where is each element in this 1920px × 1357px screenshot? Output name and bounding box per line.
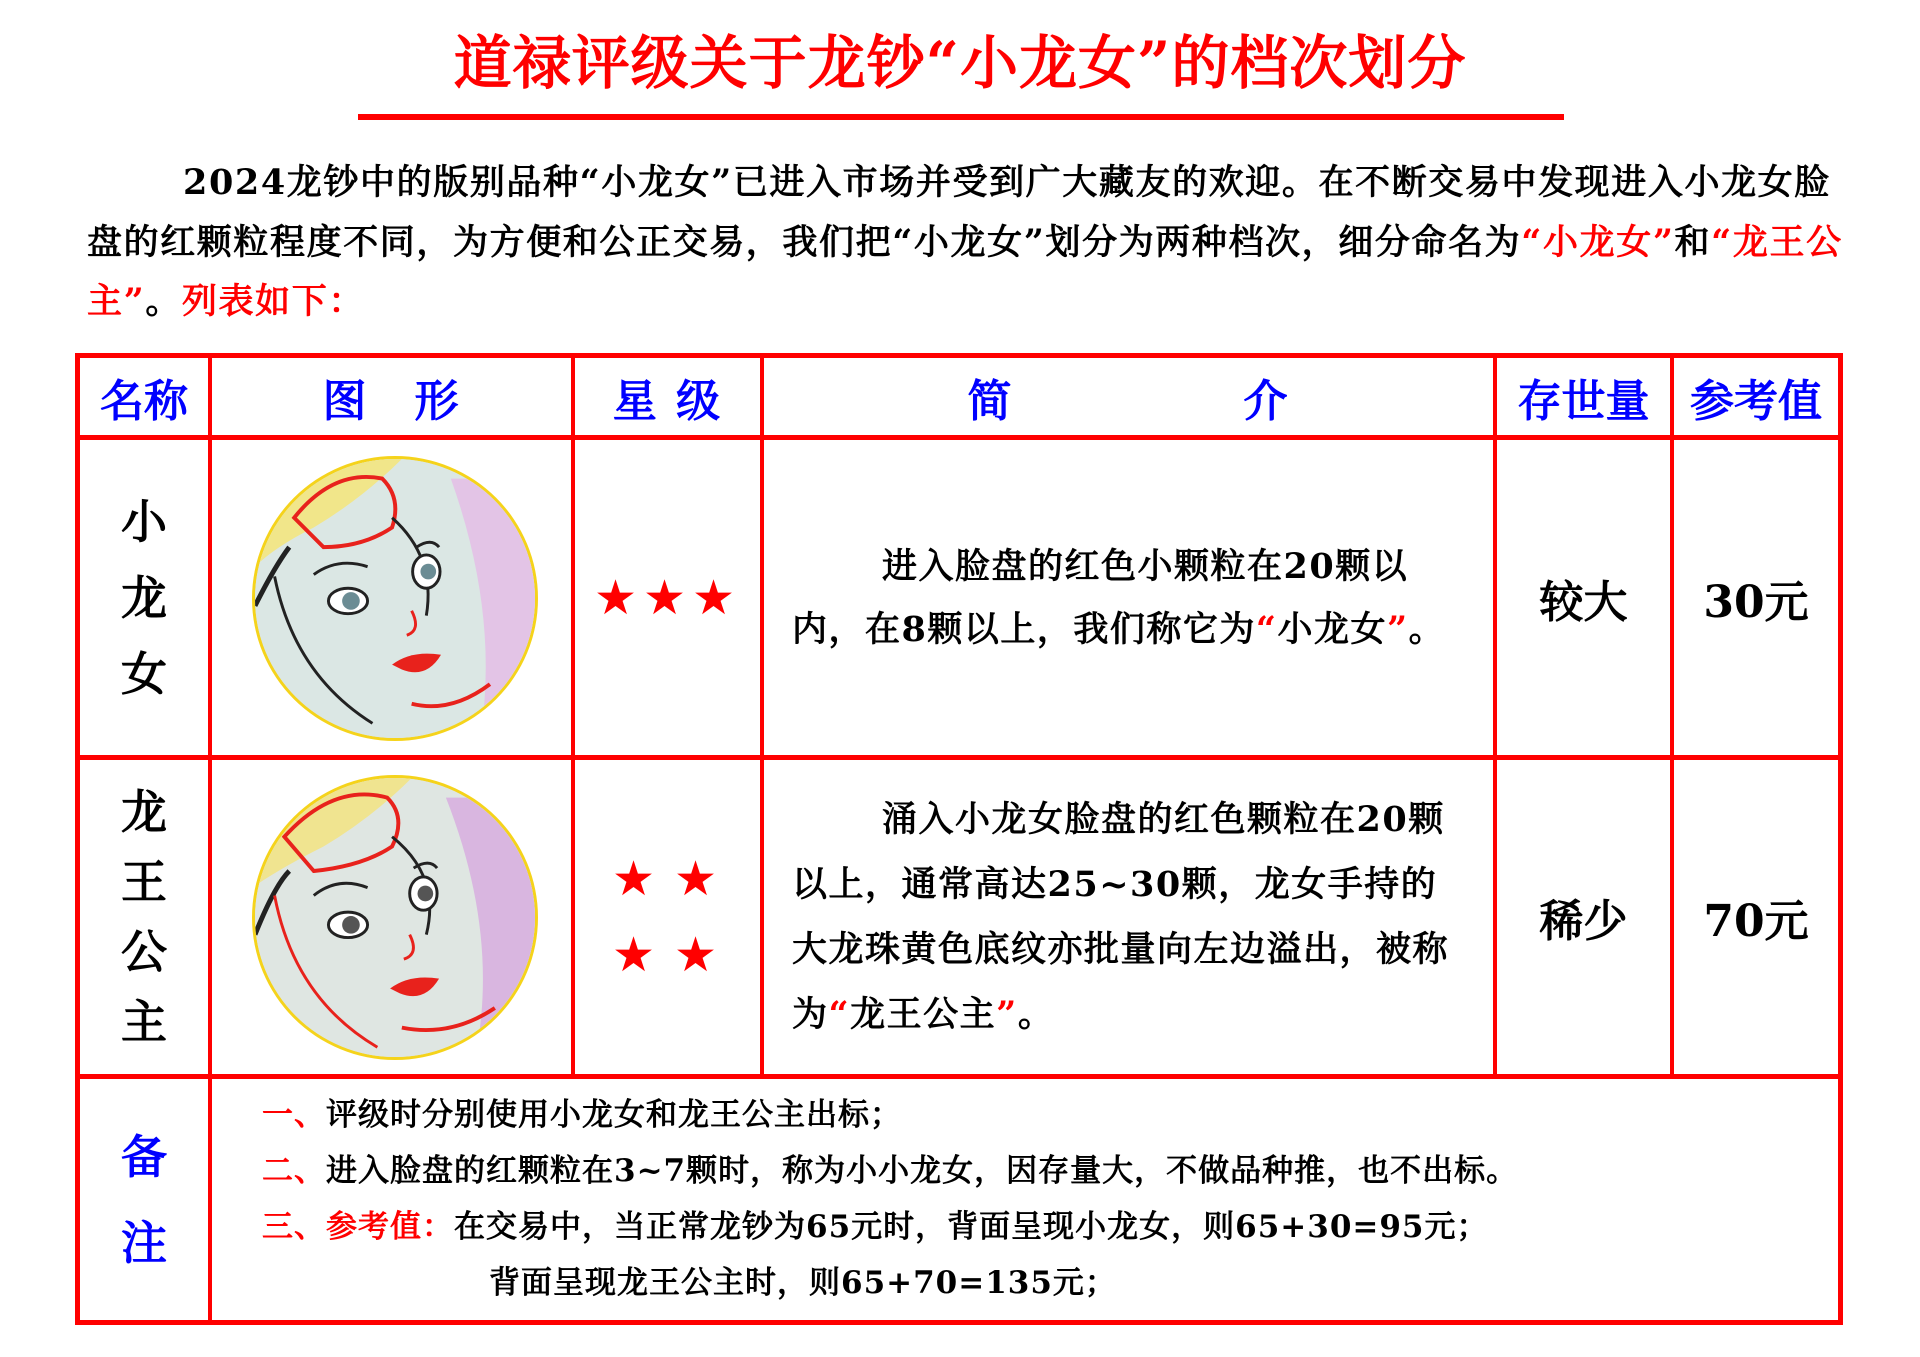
name-char: 龙 <box>121 570 167 625</box>
note-text: 评级时分别使用小龙女和龙王公主出标； <box>326 1097 902 1133</box>
name-char: 公 <box>121 925 167 979</box>
name-char: 主 <box>121 995 167 1049</box>
intro-list-below: 列表如下： <box>181 281 365 322</box>
intro-period: 。 <box>145 281 182 322</box>
intro-name-longwanggongzhu: “龙王公主” <box>87 221 1843 322</box>
description-body: 涌入小龙女脸盘的红色颗粒在20颗以上，通常高达25~30颗，龙女手持的大龙珠黄色底纹亦批量向左边溢出，被称为 <box>792 799 1450 1035</box>
notes-label-char: 注 <box>121 1215 167 1270</box>
variety-name <box>80 440 208 755</box>
description-cell <box>764 760 1493 1074</box>
star-rating-4 <box>575 760 760 1074</box>
description-body: 进入脸盘的红色小颗粒在20颗以内，在8颗以上，我们称它为 <box>792 545 1409 650</box>
header-description: 简 介 <box>967 375 1290 427</box>
star-icon: ★ <box>611 927 662 983</box>
reference-value: 70元 <box>1703 896 1809 947</box>
note-item-3-continuation: 背面呈现龙王公主时，则65+70=135元； <box>489 1265 1117 1301</box>
header-ref-value: 参考值 <box>1690 375 1822 427</box>
table-border-right <box>1838 353 1843 1325</box>
quote-open: “ <box>1255 608 1278 650</box>
description-variety-name: 小龙女 <box>1277 608 1388 650</box>
supply-value: 稀少 <box>1539 896 1628 947</box>
table-border-bottom <box>75 1320 1843 1325</box>
page-title: 道禄评级关于龙钞“小龙女”的档次划分 <box>453 29 1467 97</box>
name-char: 龙 <box>121 785 167 839</box>
name-char: 小 <box>121 494 167 549</box>
star-icon: ★ <box>673 927 724 983</box>
note-item-2 <box>262 1143 1518 1199</box>
notes-list <box>262 1087 1518 1311</box>
stars-grid <box>606 851 730 983</box>
star-icon: ★ <box>673 851 724 907</box>
header-stars: 星 级 <box>612 375 723 427</box>
description-variety-name: 龙王公主 <box>850 994 997 1035</box>
portrait-image-longwanggongzhu <box>252 775 538 1060</box>
note-text: 在交易中，当正常龙钞为65元时，背面呈现小龙女，则65+30=95元； <box>454 1209 1489 1245</box>
note-item-3 <box>262 1199 1518 1255</box>
note-number: 一、 <box>262 1097 326 1133</box>
note-item-1 <box>262 1087 1518 1143</box>
variety-name <box>80 760 208 1074</box>
notes-label-char: 备 <box>121 1129 167 1184</box>
intro-text: 2024龙钞中的版别品种“小龙女”已进入市场并受到广大藏友的欢迎。在不断交易中发现进入小龙女脸盘的红颗粒程度不同，为方便和公正交易，我们把“小龙女”划分为两种档次，细分命名为 <box>87 162 1831 263</box>
name-char: 王 <box>121 855 167 909</box>
note-text: 进入脸盘的红颗粒在3~7颗时，称为小小龙女，因存量大，不做品种推，也不出标。 <box>326 1153 1519 1189</box>
quote-open: “ <box>828 994 851 1035</box>
star-icon: ★ <box>611 851 662 907</box>
notes-label <box>80 1079 208 1320</box>
intro-and: 和 <box>1674 221 1712 263</box>
description-end: 。 <box>1017 994 1055 1035</box>
face-illustration-icon <box>255 778 535 1057</box>
name-char: 女 <box>121 646 167 701</box>
portrait-image-xiaolongnv <box>252 456 538 741</box>
header-supply: 存世量 <box>1517 375 1650 427</box>
note-number: 三、 <box>262 1209 326 1245</box>
star-rating-3: ★★★ <box>593 569 742 626</box>
quote-close: ” <box>1387 608 1409 650</box>
reference-value: 30元 <box>1703 576 1809 628</box>
row-divider <box>75 1074 1843 1079</box>
header-figure: 图 形 <box>322 375 461 427</box>
quote-close: ” <box>996 994 1018 1035</box>
description-cell <box>764 440 1493 755</box>
description-end: 。 <box>1408 608 1446 650</box>
title-underline <box>358 114 1564 120</box>
note-number: 二、 <box>262 1153 326 1189</box>
header-name: 名称 <box>100 375 188 427</box>
intro-paragraph <box>87 153 1847 332</box>
description-text <box>792 535 1465 661</box>
description-text <box>792 787 1465 1047</box>
col-divider <box>208 353 212 1325</box>
supply-value: 较大 <box>1539 576 1628 628</box>
face-illustration-icon <box>255 459 535 738</box>
note-label: 参考值： <box>326 1209 454 1245</box>
intro-name-xiaolongnv: “小龙女” <box>1521 221 1675 263</box>
